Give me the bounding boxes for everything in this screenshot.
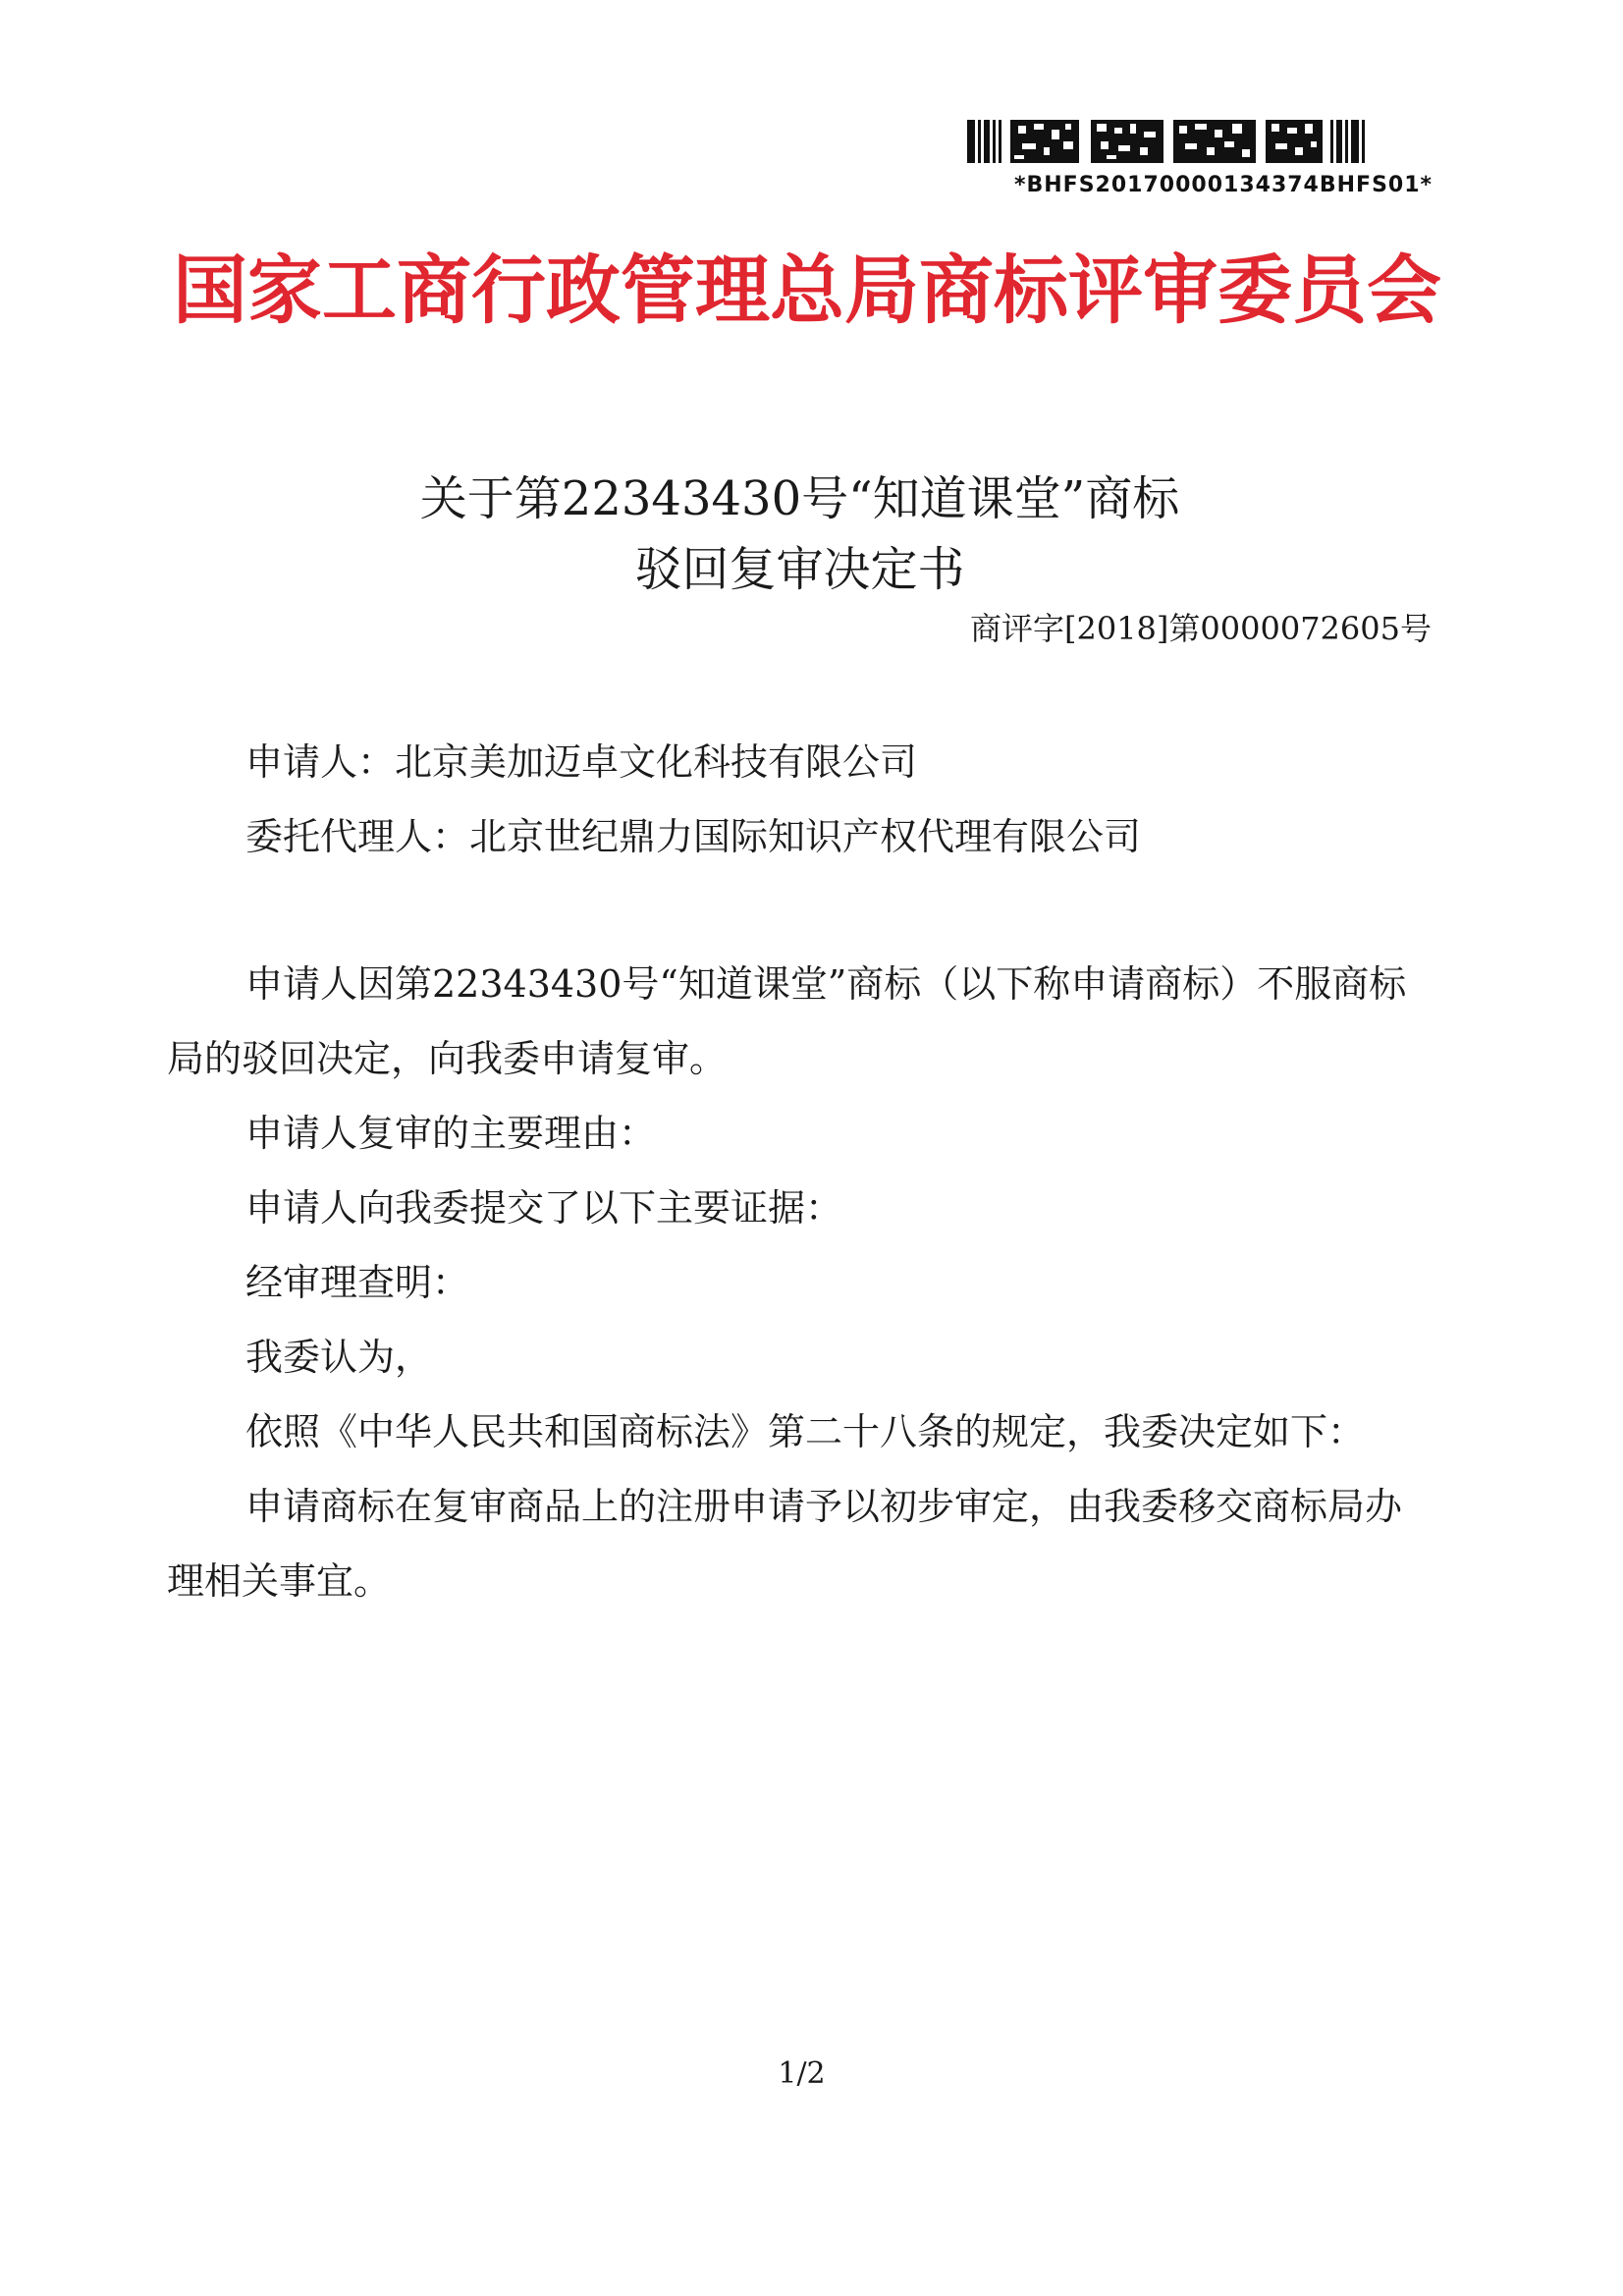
barcode-graphic [967,118,1370,165]
applicant-line: 申请人：北京美加迈卓文化科技有限公司 [245,740,918,784]
body-paragraph-7-line-1: 申请商标在复审商品上的注册申请予以初步审定，由我委移交商标局办 [245,1485,1403,1528]
barcode-text: *BHFS20170000134374BHFS01* [1014,173,1434,197]
body-paragraph-1-line-2: 局的驳回决定，向我委申请复审。 [167,1037,728,1080]
body-paragraph-2: 申请人复审的主要理由： [245,1112,657,1155]
document-number: 商评字[2018]第0000072605号 [969,610,1432,647]
body-paragraph-1-line-1: 申请人因第22343430号“知道课堂”商标（以下称申请商标）不服商标 [245,962,1407,1006]
document-title-line-2: 驳回复审决定书 [634,542,965,597]
body-paragraph-6: 依照《中华人民共和国商标法》第二十八条的规定，我委决定如下： [245,1410,1366,1453]
organization-header: 国家工商行政管理总局商标评审委员会 [173,246,1441,334]
body-paragraph-7-line-2: 理相关事宜。 [167,1559,392,1603]
agent-line: 委托代理人：北京世纪鼎力国际知识产权代理有限公司 [245,815,1142,858]
body-paragraph-5: 我委认为， [245,1336,433,1379]
body-paragraph-3: 申请人向我委提交了以下主要证据： [245,1186,843,1230]
body-paragraph-4: 经审理查明： [245,1261,470,1304]
barcode [967,118,1434,204]
document-title-line-1: 关于第22343430号“知道课堂”商标 [419,471,1180,526]
page-number: 1/2 [778,2056,826,2091]
